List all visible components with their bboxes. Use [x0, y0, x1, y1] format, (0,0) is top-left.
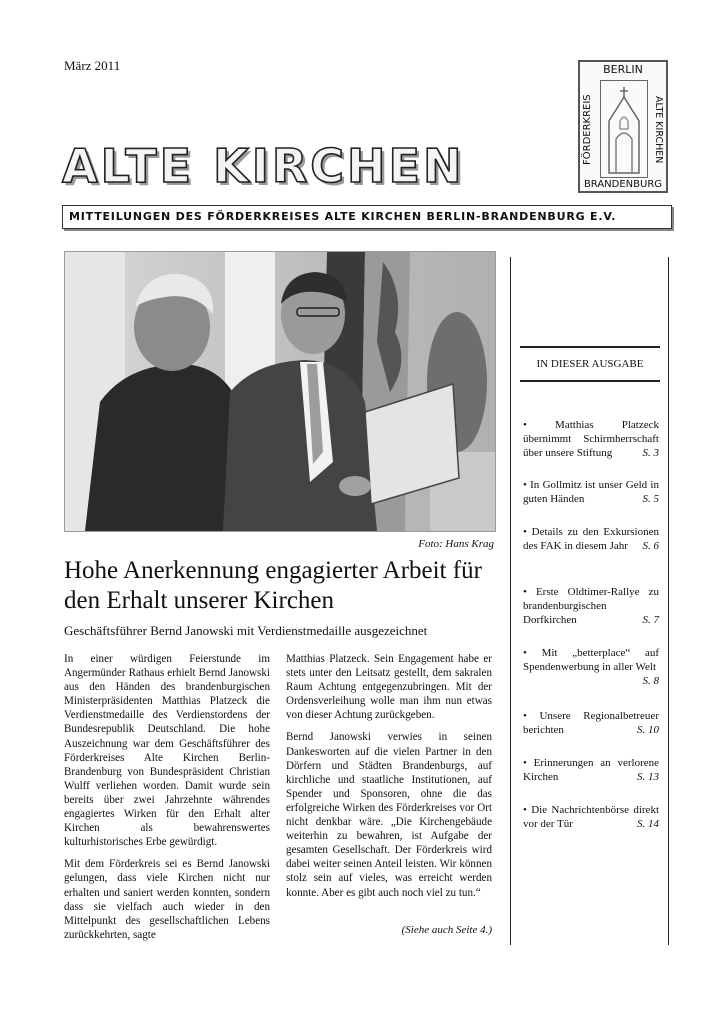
- toc-item[interactable]: • Unsere Regionalbetreuer berichten S. 10: [523, 710, 659, 736]
- toc-item-page: S. 7: [642, 614, 659, 626]
- logo-text-bottom: BRANDENBURG: [583, 179, 663, 190]
- toc-item-text: Details zu den Exkursionen des FAK in diesem Jahr: [523, 526, 659, 552]
- logo-text-top: BERLIN: [603, 63, 643, 76]
- article-paragraph: In einer würdigen Feierstunde im Angermünder Rathaus erhielt Bernd Janowski aus den Händen des brandenburgischen Ministerpräsidenten Matthias Platzeck die Verdienstmedaille des Verdienstordens der Bundesrepublik Deutschland. Die hohe Auszeichnung war dem Geschäftsführer des Förderkreises Alte Kirchen Berlin-Brandenburg von Bundespräsident Christian Wulff verliehen worden. Damit wurde sein bereits über zwei Jahrzehnte währendes engagiertes Wirken für den Erhalt alter Kirchen als bewahrenswertes kulturhistorisches Erbe gewürdigt.: [64, 653, 270, 849]
- toc-item-page: S. 3: [642, 447, 659, 459]
- toc-item-text: Erste Oldtimer-Rallye zu brandenburgischen Dorfkirchen: [523, 586, 659, 626]
- toc-item[interactable]: • Erinnerungen an verlorene Kirchen S. 13: [523, 757, 659, 783]
- article-paragraph: Mit dem Förderkreis sei es Bernd Janowski gelungen, dass viele Kirchen nicht nur erhalten und saniert werden konnten, sondern dass sie vielfach auch wieder in den Mittelpunkt des gesellschaftlichen Lebens zurückkehrten, sagte: [64, 858, 270, 941]
- issue-date: März 2011: [64, 58, 121, 73]
- toc-item-page: S. 8: [642, 675, 659, 687]
- toc-item[interactable]: • Matthias Platzeck übernimmt Schirmherrschaft über unsere Stiftung S. 3: [523, 419, 659, 459]
- article-paragraph: Bernd Janowski verwies in seinen Dankesworten auf die vielen Partner in den Dörfern und Städten Brandenburgs, auf kirchliche und staatliche Institutionen, auf Spender und Sponsoren, ohne die das erfolgreiche Wirken des Förderkreises vor Ort nicht denkbar wäre. „Die Kirchengebäude weiterhin zu bewahren, ist Aufgabe der gesamten Gesellschaft. Der Förderkreis wird dabei weiter seinen Anteil leisten. Wir können stolz sein auf vieles, was erreicht werden konnte. Aber es gibt auch noch viel zu tun.“: [286, 731, 492, 899]
- toc-item[interactable]: • Details zu den Exkursionen des FAK in diesem Jahr S. 6: [523, 526, 659, 552]
- logo-text-right: ALTE KIRCHEN: [653, 96, 664, 164]
- toc-item-text: Die Nachrichtenbörse direkt vor der Tür: [523, 804, 659, 830]
- toc-item[interactable]: • Die Nachrichtenbörse direkt vor der Tür S. 14: [523, 804, 659, 830]
- toc-item-page: S. 14: [637, 818, 659, 830]
- toc-item-text: In Gollmitz ist unser Geld in guten Händen: [523, 479, 659, 505]
- association-logo: [578, 60, 668, 193]
- article-headline: Hohe Anerkennung engagierter Arbeit für den Erhalt unserer Kirchen: [64, 557, 482, 614]
- toc-item[interactable]: • Mit „betterplace“ auf Spendenwerbung in aller Welt S. 8: [523, 647, 659, 687]
- toc-item-text: Mit „betterplace“ auf Spendenwerbung in aller Welt: [523, 647, 659, 673]
- masthead-title: ALTE KIRCHEN: [62, 139, 465, 193]
- toc-item[interactable]: • Erste Oldtimer-Rallye zu brandenburgischen Dorfkirchen S. 7: [523, 586, 659, 626]
- church-icon: [600, 80, 648, 178]
- logo-text-left: FÖRDERKREIS: [582, 94, 593, 166]
- toc-item-page: S. 5: [642, 493, 659, 505]
- photo-credit: Foto: Hans Krag: [418, 538, 494, 550]
- toc-item-page: S. 13: [637, 771, 659, 783]
- sidebar-rule-left: [510, 257, 511, 945]
- toc-item[interactable]: • In Gollmitz ist unser Geld in guten Händen S. 5: [523, 479, 659, 505]
- toc-item-text: Erinnerungen an verlorene Kirchen: [523, 757, 659, 783]
- toc-item-page: S. 6: [642, 540, 659, 552]
- sidebar-rule-right: [668, 257, 669, 945]
- toc-item-text: Matthias Platzeck übernimmt Schirmherrschaft über unsere Stiftung: [523, 419, 659, 459]
- article-column-1: [64, 652, 270, 950]
- sidebar-title: IN DIESER AUSGABE: [520, 346, 660, 382]
- article-column-2: [286, 652, 492, 908]
- article-paragraph: Matthias Platzeck. Sein Engagement habe er stets unter den Leitsatz gestellt, dem sakralen Raum Achtung entgegenzubringen. Mit der Ordensverleihung wolle man ihm nun etwas von dieser Achtung zurückgeben.: [286, 653, 492, 722]
- article-subheadline: Geschäftsführer Bernd Janowski mit Verdienstmedaille ausgezeichnet: [64, 623, 428, 638]
- toc-item-text: Unsere Regionalbetreuer berichten: [523, 710, 659, 736]
- toc-item-page: S. 10: [637, 724, 659, 736]
- masthead-subtitle: MITTEILUNGEN DES FÖRDERKREISES ALTE KIRCHEN BERLIN-BRANDENBURG E.V.: [62, 205, 672, 229]
- cover-photo: [64, 251, 496, 532]
- page-reference: (Siehe auch Seite 4.): [401, 924, 492, 936]
